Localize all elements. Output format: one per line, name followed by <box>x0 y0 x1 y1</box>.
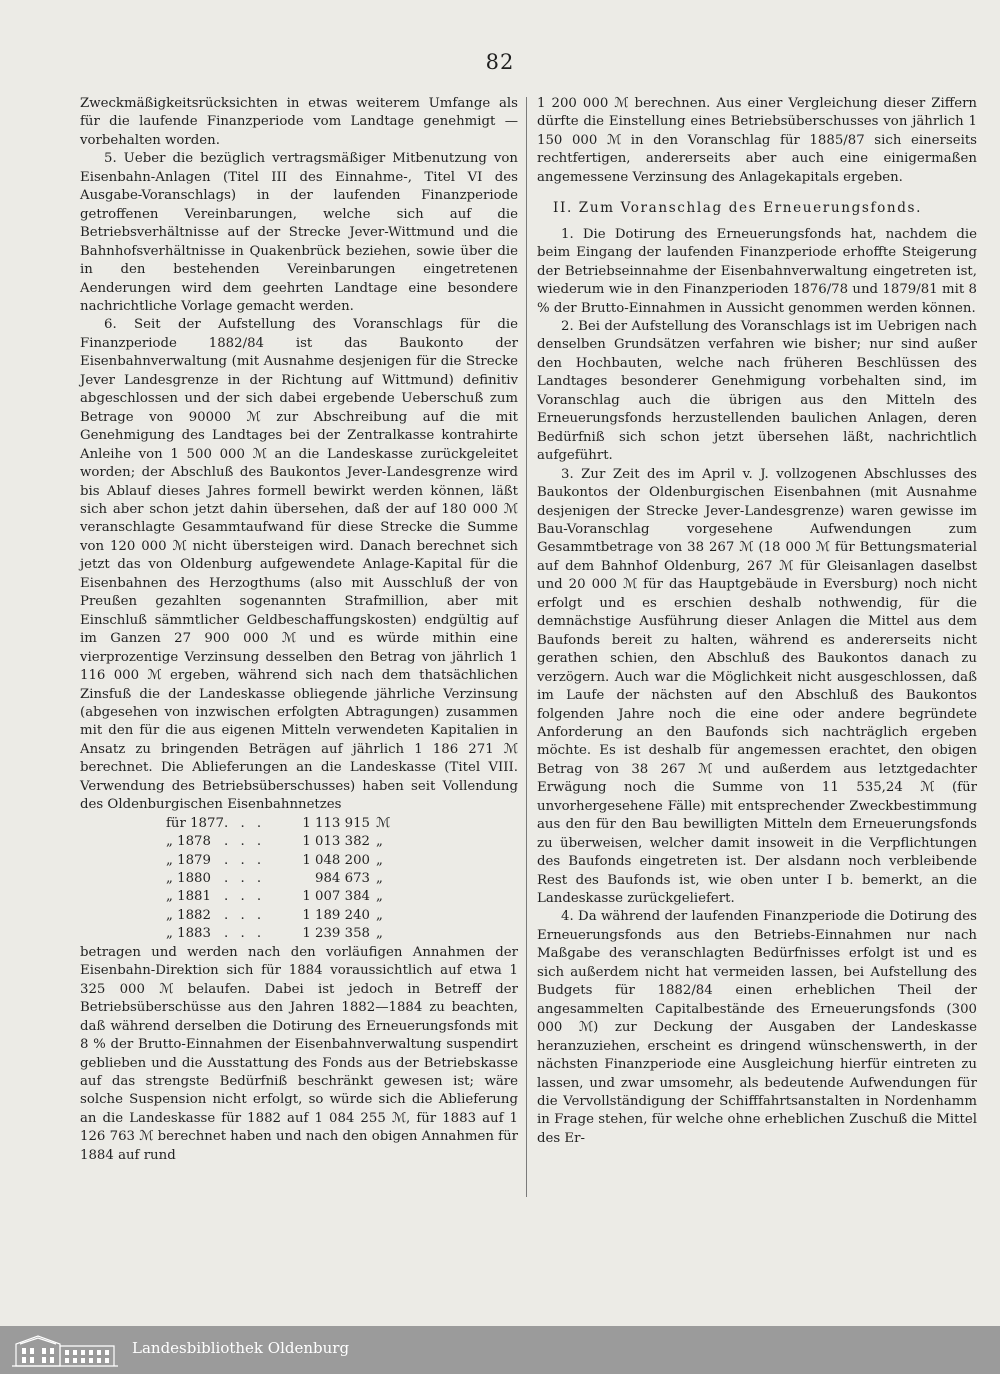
right-paragraph-1: 1. Die Dotirung des Erneuerungsfonds hat, nachdem die beim Eingang der laufenden Finanzperiode erhoffte Steigerung der Betriebseinnahme der Eisenbahnverwaltung eingetreten ist, wiederum wie in den Finanzperioden 1876/78 und 1879/81 mit 8 % der Brutto-Einnahmen in Aussicht genommen werden können. <box>537 226 977 316</box>
section-heading: II. Zum Voranschlag des Erneuerungsfonds. <box>553 200 923 217</box>
table-row <box>166 925 396 943</box>
figure-year: „ 1881 <box>166 889 211 905</box>
table-row <box>166 888 396 906</box>
figure-unit: „ <box>376 834 383 850</box>
figure-year: „ 1880 <box>166 871 211 887</box>
left-paragraph-after-table: betragen und werden nach den vorläufigen Annahmen der Eisenbahn-Direktion sich für 1884 voraussichtlich auf etwa 1 325 000 ℳ belaufen. Dabei ist jedoch in Betreff der Betriebsüberschüsse aus den Jahren 1882—1884 zu beachten, daß während derselben die Dotirung des Erneuerungsfonds mit 8 % der Brutto-Einnahmen der Eisenbahnverwaltung suspendirt geblieben und die Ausstattung des Fonds aus der Betriebskasse auf das strengste Bedürfniß beschränkt gewesen ist; wäre solche Suspension nicht erfolgt, so würde sich die Ablieferung an die Landeskasse für 1882 auf 1 084 255 ℳ, für 1883 auf 1 126 763 ℳ berechnet haben und nach den obigen Annahmen für 1884 auf rund <box>80 944 518 1163</box>
figure-year: „ 1882 <box>166 907 211 923</box>
figure-dots: . . . <box>224 907 266 923</box>
figure-dots: . . . <box>224 871 266 887</box>
figure-unit: „ <box>376 871 383 887</box>
transfer-figures-table <box>166 815 396 944</box>
right-paragraph-continuation: 1 200 000 ℳ berechnen. Aus einer Vergleichung dieser Ziffern dürfte die Einstellung eines Betriebsüberschusses von jährlich 1 150 000 ℳ in den Voranschlag für 1885/87 sich einerseits rechtfertigen, andererseits aber auch eine einigermaßen angemessene Verzinsung des Anlagekapitals ergeben. <box>537 96 977 185</box>
page-number: 82 <box>485 50 515 74</box>
figure-unit: „ <box>376 852 383 868</box>
figure-amount: 1 113 915 <box>302 815 370 831</box>
figure-amount: 1 048 200 <box>302 852 370 868</box>
right-column <box>537 95 977 1148</box>
table-row <box>166 907 396 925</box>
figure-year: für 1877 <box>166 815 224 831</box>
left-paragraph-continuation: Zweckmäßigkeitsrücksichten in etwas weiterem Umfange als für die laufende Finanzperiode vom Landtage genehmigt — vorbehalten worden. <box>80 96 518 148</box>
right-paragraph-3: 3. Zur Zeit des im April v. J. vollzogenen Abschlusses des Baukontos der Oldenburgischen Eisenbahnen (mit Ausnahme desjenigen der Strecke Jever-Landesgrenze) waren gewisse im Bau-Voranschlag vorgesehene Aufwendungen zum Gesammtbetrage von 38 267 ℳ (18 000 ℳ für Bettungsmaterial auf dem Bahnhof Oldenburg, 267 ℳ für Gleisanlagen daselbst und 20 000 ℳ für das Hauptgebäude in Eversburg) noch nicht erfolgt und es erschien deshalb nothwendig, für die demnächstige Ausführung dieser Anlagen die Mittel aus dem Baufonds bereit zu halten, während es andererseits nicht gerathen schien, den Abschluß des Baukontos danach zu verzögern. Auch war die Möglichkeit nicht ausgeschlossen, daß im Laufe der nächsten auf den Abschluß des Baukontos folgenden Jahre noch die eine oder andere begründete Anforderung an den Baufonds sich nachträglich ergeben möchte. Es ist deshalb für angemessen erachtet, den obigen Betrag von 38 267 ℳ und außerdem aus letztgedachter Erwägung noch die Summe von 11 535,24 ℳ (für unvorhergesehene Fälle) mit entsprechender Zweckbestimmung aus den für den Bau bewilligten Mitteln dem Erneuerungsfonds zu überweisen, welcher damit insoweit in die Verpflichtungen des Baufonds eingetreten ist. Der alsdann noch verbleibende Rest des Baufonds ist, wie oben unter I b. bemerkt, an die Landeskasse zurückgeliefert. <box>537 466 977 907</box>
figure-unit: „ <box>376 926 383 942</box>
left-paragraph-6: 6. Seit der Aufstellung des Voranschlags für die Finanzperiode 1882/84 ist das Baukonto der Eisenbahnverwaltung (mit Ausnahme desjenigen für die Strecke Jever Landesgrenze in der Richtung auf Wittmund) definitiv abgeschlossen und der sich dabei ergebende Ueberschuß zum Betrage von 90000 ℳ zur Abschreibung auf die mit Genehmigung des Landtages bei der Zentralkasse kontrahirte Anleihe von 1 500 000 ℳ an die Landeskasse zurückgeleitet worden; der Abschluß des Baukontos Jever-Landesgrenze wird bis Ablauf dieses Jahres formell bewirkt werden können, läßt sich aber schon jetzt dahin übersehen, daß der auf 180 000 ℳ veranschlagte Gesammtaufwand für diese Strecke die Summe von 120 000 ℳ nicht übersteigen wird. Danach berechnet sich jetzt das von Oldenburg aufgewendete Anlage-Kapital für die Eisenbahnen des Herzogthums (also mit Ausschluß der von Preußen gezahlten sogenannten Strafmillion, aber mit Einschluß sämmtlicher Geldbeschaffungskosten) endgültig auf im Ganzen 27 900 000 ℳ und es würde mithin eine vierprozentige Verzinsung desselben den Betrag von jährlich 1 116 000 ℳ ergeben, während sich nach dem thatsächlichen Zinsfuß die der Landeskasse obliegende jährliche Verzinsung (abgesehen von inzwischen erfolgten Abtragungen) zusammen mit den für die aus eigenen Mitteln verwendeten Kapitalien in Ansatz zu bringenden Beträgen auf jährlich 1 186 271 ℳ berechnet. Die Ablieferungen an die Landeskasse (Titel VIII. Verwendung des Betriebsüberschusses) haben seit Vollendung des Oldenburgischen Eisenbahnnetzes <box>80 317 518 813</box>
figure-amount: 1 189 240 <box>302 907 370 923</box>
table-row <box>166 815 396 833</box>
column-divider <box>526 97 527 1197</box>
figure-unit: „ <box>376 889 383 905</box>
table-row <box>166 833 396 851</box>
left-paragraph-5: 5. Ueber die bezüglich vertragsmäßiger Mitbenutzung von Eisenbahn-Anlagen (Titel III des Einnahme-, Titel VI des Ausgabe-Voranschlags) in der laufenden Finanzperiode getroffenen Vereinbarungen, welche sich auf die Betriebsverhältnisse auf der Strecke Jever-Wittmund und die Bahnhofsverhältnisse in Quakenbrück beziehen, sowie über die in den bestehenden Vereinbarungen eingetretenen Aenderungen wird dem geehrten Landtage eine besondere nachrichtliche Vorlage gemacht werden. <box>80 151 518 314</box>
right-paragraph-4: 4. Da während der laufenden Finanzperiode die Dotirung des Erneuerungsfonds aus den Betriebs-Einnahmen nur nach Maßgabe des veranschlagten Bedürfnisses erfolgt ist und es sich außerdem nicht hat vermeiden lassen, bei Aufstellung des Budgets für 1882/84 einen erheblichen Theil der angesammelten Capitalbestände des Erneuerungsfonds (300 000 ℳ) zur Deckung der Ausgaben der Landeskasse heranzuziehen, erscheint es dringend wünschenswerth, in der nächsten Finanzperiode eine Ausgleichung hierfür eintreten zu lassen, und zwar umsomehr, als bedeutende Aufwendungen für die Vervollständigung der Schifffahrtsanstalten in Nordenhamm in Frage stehen, für welche ohne erheblichen Zuschuß die Mittel des Er- <box>537 909 977 1146</box>
figure-dots: . . . <box>224 926 266 942</box>
figure-year: „ 1879 <box>166 852 211 868</box>
figure-dots: . . . <box>224 889 266 905</box>
right-paragraph-2: 2. Bei der Aufstellung des Voranschlags ist im Uebrigen nach denselben Grundsätzen verfahren wie bisher; nur sind außer den Hochbauten, welche nach früheren Beschlüssen des Landtages besonderer Genehmigung vorbehalten sind, im Voranschlag auch die übrigen aus den Mitteln des Erneuerungsfonds herzustellenden baulichen Anlagen, deren Bedürfniß sich schon jetzt übersehen läßt, nachrichtlich aufgeführt. <box>537 318 977 464</box>
table-row <box>166 852 396 870</box>
library-footer-bar <box>0 1326 1000 1374</box>
figure-amount: 1 007 384 <box>302 889 370 905</box>
figure-year: „ 1878 <box>166 834 211 850</box>
library-building-icon <box>10 1330 120 1370</box>
library-name: Landesbibliothek Oldenburg <box>132 1339 350 1357</box>
table-row <box>166 870 396 888</box>
figure-amount: 1 239 358 <box>302 926 370 942</box>
figure-amount: 984 673 <box>315 871 370 887</box>
left-column <box>80 95 518 1165</box>
figure-year: „ 1883 <box>166 926 211 942</box>
figure-amount: 1 013 382 <box>302 834 370 850</box>
figure-dots: . . . <box>224 852 266 868</box>
figure-dots: . . . <box>224 815 266 831</box>
figure-unit: ℳ <box>376 815 391 831</box>
figure-dots: . . . <box>224 834 266 850</box>
figure-unit: „ <box>376 907 383 923</box>
